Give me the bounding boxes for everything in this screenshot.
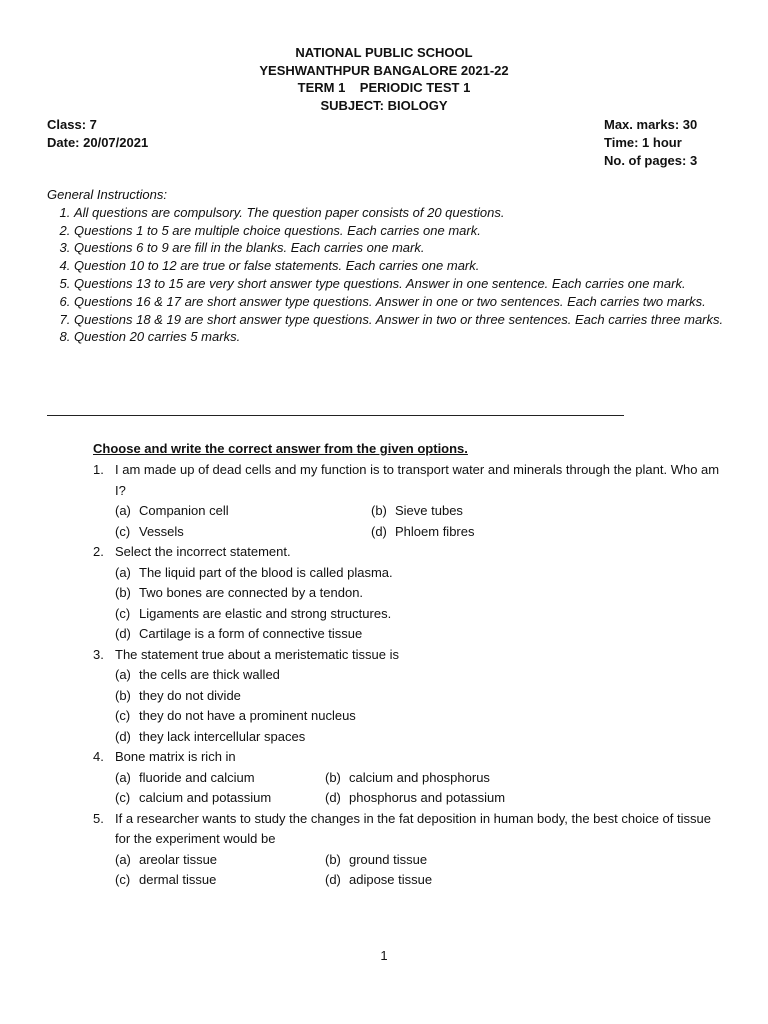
option bbox=[93, 706, 723, 727]
option bbox=[325, 788, 505, 809]
options-row bbox=[93, 768, 723, 789]
option-label: (c) bbox=[115, 708, 131, 723]
instruction-item: 8. Question 20 carries 5 marks. bbox=[74, 328, 727, 346]
option-label: (d) bbox=[325, 790, 341, 805]
question-number: 4. bbox=[93, 749, 104, 764]
option-text: Cartilage is a form of connective tissue bbox=[139, 626, 363, 641]
option-text: Sieve tubes bbox=[395, 503, 463, 518]
time-label: Time: 1 hour bbox=[604, 135, 682, 150]
options-row bbox=[93, 788, 723, 809]
option-label: (b) bbox=[325, 769, 341, 785]
option bbox=[93, 727, 723, 748]
option bbox=[325, 870, 432, 891]
option-text: Vessels bbox=[139, 523, 184, 539]
option bbox=[93, 604, 723, 625]
page-number: 1 bbox=[380, 948, 388, 963]
option-label: (b) bbox=[371, 503, 387, 518]
test-term: TERM 1 PERIODIC TEST 1 bbox=[297, 80, 471, 95]
option-label: (c) bbox=[115, 790, 131, 805]
class-label: Class: 7 bbox=[47, 117, 97, 132]
question-text: I am made up of dead cells and my function is to transport water and minerals through the plant. Who am I? bbox=[115, 462, 720, 498]
options-row bbox=[93, 850, 723, 871]
option bbox=[325, 850, 427, 871]
question-number: 3. bbox=[93, 646, 104, 662]
option-label: (c) bbox=[115, 605, 131, 621]
instruction-item: 5. Questions 13 to 15 are very short answer type questions. Answer in one sentence. Each carries one mark. bbox=[74, 275, 727, 293]
instructions-list bbox=[47, 204, 727, 346]
question-4 bbox=[93, 747, 723, 768]
exam-header bbox=[0, 44, 768, 114]
option-label: (d) bbox=[325, 872, 341, 887]
option bbox=[115, 501, 371, 522]
question-number: 5. bbox=[93, 810, 104, 826]
option-text: they lack intercellular spaces bbox=[139, 728, 306, 744]
instruction-item: 2. Questions 1 to 5 are multiple choice questions. Each carries one mark. bbox=[74, 222, 727, 240]
option bbox=[93, 624, 723, 645]
option-label: (a) bbox=[115, 769, 131, 785]
question-3 bbox=[93, 645, 723, 666]
divider-line bbox=[47, 415, 624, 416]
option-label: (a) bbox=[115, 564, 131, 580]
option-text: areolar tissue bbox=[139, 851, 218, 867]
option bbox=[115, 768, 325, 789]
option bbox=[93, 563, 723, 584]
option bbox=[325, 768, 490, 789]
question-text: If a researcher wants to study the changes in the fat deposition in human body, the best choice of tissue for the experiment would be bbox=[115, 810, 711, 846]
option bbox=[93, 583, 723, 604]
option-label: (b) bbox=[325, 851, 341, 867]
instruction-item: 7. Questions 18 & 19 are short answer type questions. Answer in two or three sentences. Each carries three marks. bbox=[74, 311, 727, 329]
options-row bbox=[93, 870, 723, 891]
date-label: Date: 20/07/2021 bbox=[47, 135, 149, 150]
option-label: (a) bbox=[115, 503, 131, 518]
option bbox=[115, 522, 371, 543]
school-name: NATIONAL PUBLIC SCHOOL bbox=[295, 45, 473, 60]
option-label: (b) bbox=[115, 687, 131, 703]
school-location: YESHWANTHPUR BANGALORE 2021-22 bbox=[259, 62, 509, 78]
option bbox=[371, 501, 463, 522]
option-label: (d) bbox=[115, 728, 131, 744]
option-label: (c) bbox=[115, 523, 131, 539]
instruction-item: 4. Question 10 to 12 are true or false statements. Each carries one mark. bbox=[74, 257, 727, 275]
option-text: Phloem fibres bbox=[395, 523, 475, 539]
option-label: (d) bbox=[115, 626, 131, 641]
option bbox=[115, 870, 325, 891]
option bbox=[371, 522, 474, 543]
question-number: 1. bbox=[93, 462, 104, 477]
option-text: calcium and potassium bbox=[139, 790, 272, 805]
option bbox=[93, 686, 723, 707]
question-5 bbox=[93, 809, 723, 850]
option-text: adipose tissue bbox=[349, 872, 433, 887]
option-label: (a) bbox=[115, 667, 131, 682]
option-text: fluoride and calcium bbox=[139, 769, 255, 785]
option-label: (b) bbox=[115, 585, 131, 600]
instructions-heading: General Instructions: bbox=[47, 187, 167, 202]
question-text: Bone matrix is rich in bbox=[115, 749, 236, 764]
pages-label: No. of pages: 3 bbox=[604, 153, 698, 168]
option-text: phosphorus and potassium bbox=[349, 790, 506, 805]
instruction-item: 1. All questions are compulsory. The question paper consists of 20 questions. bbox=[74, 204, 727, 222]
option-text: they do not have a prominent nucleus bbox=[139, 708, 356, 723]
option bbox=[115, 850, 325, 871]
instruction-item: 6. Questions 16 & 17 are short answer type questions. Answer in one or two sentences. Each carries two marks. bbox=[74, 293, 727, 311]
options-row bbox=[93, 501, 723, 522]
subject: SUBJECT: BIOLOGY bbox=[320, 97, 448, 113]
option bbox=[115, 788, 325, 809]
question-number: 2. bbox=[93, 544, 104, 559]
question-text: The statement true about a meristematic tissue is bbox=[115, 646, 399, 662]
option-label: (a) bbox=[115, 851, 131, 867]
option-label: (d) bbox=[371, 523, 387, 539]
max-marks-label: Max. marks: 30 bbox=[604, 117, 698, 132]
option-text: dermal tissue bbox=[139, 872, 217, 887]
section-title: Choose and write the correct answer from the given options. bbox=[93, 441, 468, 456]
option-text: The liquid part of the blood is called plasma. bbox=[139, 564, 393, 580]
meta-left bbox=[47, 116, 148, 152]
option-text: calcium and phosphorus bbox=[349, 769, 490, 785]
option-text: Two bones are connected by a tendon. bbox=[139, 585, 364, 600]
instruction-item: 3. Questions 6 to 9 are fill in the blanks. Each carries one mark. bbox=[74, 239, 727, 257]
option-text: ground tissue bbox=[349, 851, 428, 867]
question-2 bbox=[93, 542, 723, 563]
option-text: Companion cell bbox=[139, 503, 229, 518]
option-text: the cells are thick walled bbox=[139, 667, 280, 682]
option-label: (c) bbox=[115, 872, 131, 887]
question-1 bbox=[93, 460, 723, 501]
meta-right bbox=[604, 116, 697, 170]
general-instructions bbox=[47, 186, 727, 346]
questions-list bbox=[93, 460, 723, 891]
option-text: Ligaments are elastic and strong structures. bbox=[139, 605, 392, 621]
option-text: they do not divide bbox=[139, 687, 241, 703]
option bbox=[93, 665, 723, 686]
question-text: Select the incorrect statement. bbox=[115, 544, 291, 559]
options-row bbox=[93, 522, 723, 543]
